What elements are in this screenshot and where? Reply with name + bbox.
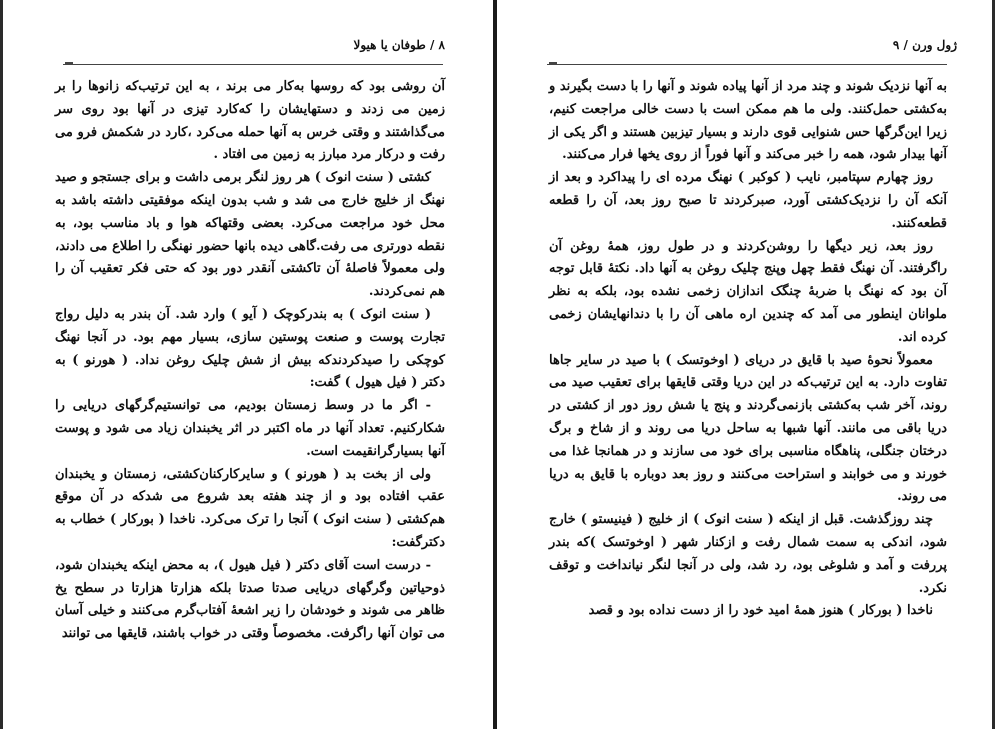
paragraph: کشتی ( سنت انوک ) هر روز لنگر برمی داشت و برای جستجو و صید نهنگ از خلیج خارج می شد و شب بدون اینکه موفقیتی داشته باشد به محل خود مراجعت می‌کرد. بعضی وقتها‌که هوا و باد مناسب بود، به نقطه دورتری می رفت.گاهی دیده بانها حضور نهنگی را اطلاع می دادند، ولی معمولاً فاصلهٔ آن تاکشتی آنقدر دور بود که حتی فکر تعقیب آن را هم نمی‌کردند. xyxy=(55,170,445,300)
paragraph: ناخدا ( بورکار ) هنوز همهٔ امید خود را از دست نداده بود و قصد xyxy=(588,603,933,619)
paragraph: معمولاً نحوهٔ صید با قایق در دریای ( اوخوتسک ) با صید در سایر جاها تفاوت دارد. به این ترتیب‌که در این دریا وقتی قایقها برای تعقیب صید می روند، آخر شب به‌کشتی بازنمی‌گردند و پنج یا شش روز دور از کشتی در دریا باقی می مانند. آنها شبها به ساحل دریا می روند و از شاخ و برگ درختان جنگلی، پناهگاه مناسبی برای خود می سازند و در همانجا غذا می خورند و می خوابند و استراحت می‌کنند و روز بعد دوباره با قایق به دریا می روند. xyxy=(549,352,947,505)
left-page xyxy=(3,0,493,729)
right-page xyxy=(497,0,992,729)
paragraph: آن روشی بود که روسها به‌کار می برند ، به این ترتیب‌که زانوها را بر زمین می زدند و دستهایشان را که‌کارد تیزی در آنها بود روی سر می‌گذاشتند و وقتی خرس به آنها حمله می‌کرد ،کارد در شکمش فرو می رفت و درکار مرد مبارز به زمین می افتاد . xyxy=(55,79,445,163)
right-page-header: ژول ورن / ۹ xyxy=(892,38,957,52)
header-rule xyxy=(63,64,443,65)
rule-mark xyxy=(65,62,73,64)
paragraph: چند روزگذشت. قبل از اینکه ( سنت انوک ) از خلیج ( فینیستو ) خارج شود، اندکی به سمت شمال رفت و ازکنار شهر ( اوخوتسک )که بندر پررفت و آمد و شلوغی بود، رد شد، ولی در آنجا لنگر نیانداخت و توقف نکرد. xyxy=(549,512,947,596)
paragraph: - اگر ما در وسط زمستان بودیم، می توانستیم‌گرگهای دریایی را شکارکنیم. تعداد آنها در ماه اکتبر در اثر یخبندان زیاد می شود و پوست آنها بسیارگرانقیمت است. xyxy=(55,398,445,459)
paragraph: ولی از بخت بد ( هورنو ) و سایرکارکنان‌کشتی، زمستان و یخبندان عقب افتاده بود و از چند هفته بعد شروع می شد‌که در آن موقع هم‌کشتی ( سنت انوک ) آنجا را ترک می‌کرد. ناخدا ( بورکار ) خطاب به دکتر‌گفت: xyxy=(55,466,445,550)
header-rule xyxy=(547,64,947,65)
right-page-body xyxy=(549,76,947,623)
left-page-header: ۸ / طوفان یا هیولا xyxy=(353,38,445,52)
rule-mark xyxy=(549,62,557,64)
left-page-body xyxy=(55,76,445,646)
paragraph: روز بعد، زیر دیگها را روشن‌کردند و در طول روز، همهٔ روغن آن راگرفتند. آن نهنگ فقط چهل وپنج چلیک روغن به آنها داد. نکتهٔ قابل توجه آن بود که نهنگ با ضربهٔ چنگک اندازان زخمی نشده بود، بلکه به نظر ملوانان اینطور می آمد که چندین اره ماهی آن را با دندانهایشان زخمی کرده اند. xyxy=(549,238,947,345)
paragraph: به آنها نزدیک شوند و چند مرد از آنها پیاده شوند و آنها را با دست بگیرند و به‌کشتی حمل‌کنند. ولی ما هم ممکن است با دست خالی مراجعت کنیم، زیرا این‌گرگها حس شنوایی قوی دارند و بسیار تیزبین هستند و اگر یکی از آنها بیدار شود، همه را خبر می‌کند و آنها فوراً از روی یخها فرار می‌کنند. xyxy=(549,79,947,163)
paragraph: ( سنت انوک ) به بندرکوچک ( آیو ) وارد شد. آن بندر به دلیل رواج تجارت پوست و صنعت پوستین سازی، بسیار مهم بود. در آنجا نهنگ کوچکی را صید‌کردند‌که بیش از شش چلیک روغن نداد. ( هورنو ) به دکتر ( فیل هیول ) گفت: xyxy=(55,306,445,391)
paragraph: روز چهارم سپتامبر، نایب ( کوکبر ) نهنگ مرده ای را پیداکرد و بعد از آنکه آن را نزدیک‌کشتی آورد، صبرکردند تا صبح روز بعد، آن را قطعه قطعه‌کنند. xyxy=(549,170,947,231)
paragraph: - درست است آقای دکتر ( فیل هیول )، به محض اینکه یخبندان شود، ذوحیاتین وگرگهای دریایی صدتا صدتا بلکه هزارتا هزارتا در سطح یخ ظاهر می شوند و خودشان را زیر اشعهٔ آفتاب‌گرم می‌کنند و خیلی آسان می توان آنها راگرفت. مخصوصاً وقتی در خواب باشند، قایقها می توانند xyxy=(55,557,445,642)
